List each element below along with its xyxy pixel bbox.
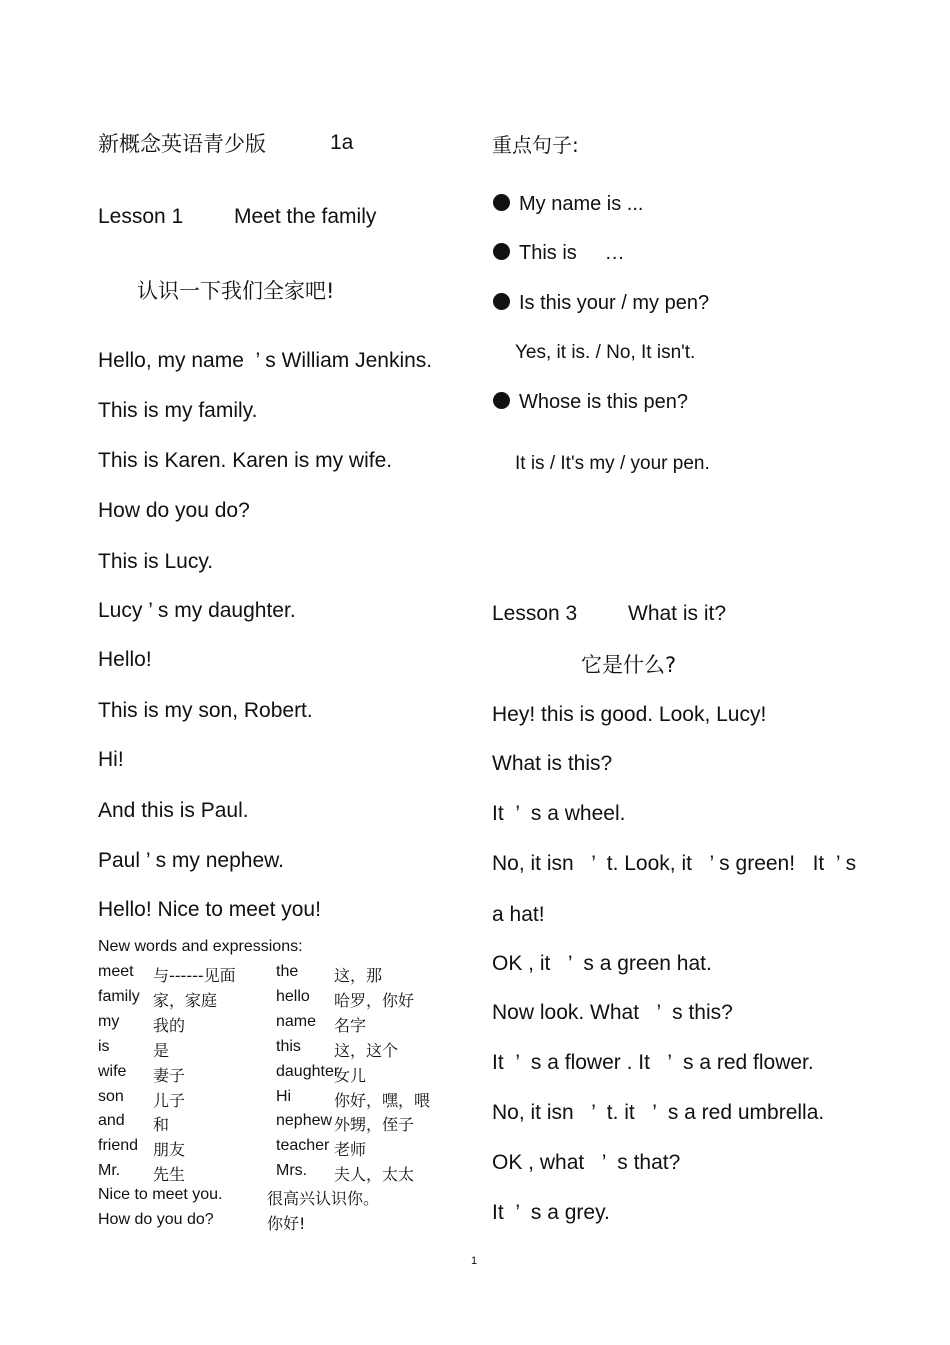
vocab-meaning: 夫人，太太	[334, 1165, 415, 1184]
phrase-english: How do you do?	[98, 1211, 214, 1228]
vocab-word: wife	[98, 1063, 127, 1080]
page-number: 1	[471, 1255, 478, 1267]
vocab-word: name	[276, 1013, 317, 1030]
lesson-1-label: Lesson 1	[98, 205, 184, 228]
vocab-word: friend	[98, 1137, 139, 1154]
bullet-icon	[493, 243, 510, 260]
vocab-meaning: 名字	[334, 1016, 367, 1035]
bullet-icon	[493, 194, 510, 211]
vocab-word: hello	[276, 988, 310, 1005]
vocab-word: my	[98, 1013, 120, 1030]
vocab-meaning: 和	[153, 1115, 170, 1134]
vocab-word: Hi	[276, 1088, 292, 1105]
vocab-word: teacher	[276, 1137, 330, 1154]
vocab-row	[98, 1137, 458, 1157]
lesson-3-title: What is it?	[628, 602, 727, 625]
vocab-meaning: 家，家庭	[153, 991, 218, 1010]
vocab-word: the	[276, 963, 299, 980]
vocab-meaning: 这，那	[334, 966, 383, 985]
phrase-english: Nice to meet you.	[98, 1186, 223, 1203]
vocab-word: Mr.	[98, 1162, 121, 1179]
phrase-chinese: 很高兴认识你。	[267, 1189, 380, 1208]
dialogue-line: This is Lucy.	[98, 550, 214, 573]
bullet-icon	[493, 293, 510, 310]
key-sentence	[493, 242, 625, 265]
key-sentence	[515, 453, 710, 475]
key-sentence	[515, 342, 695, 364]
dialogue-line: Now look. What ’ s this?	[492, 1001, 733, 1024]
vocab-row	[98, 1088, 458, 1108]
dialogue-line: This is my family.	[98, 399, 258, 422]
lesson-1-subtitle: 认识一下我们全家吧!	[137, 279, 335, 303]
vocab-meaning: 这，这个	[334, 1041, 399, 1060]
vocab-row	[98, 1038, 458, 1058]
key-sentence-text: Yes, it is. / No, It isn't.	[515, 342, 696, 363]
vocab-meaning: 女儿	[334, 1066, 367, 1085]
vocab-word: daughter	[276, 1063, 340, 1080]
dialogue-line: OK , what ’ s that?	[492, 1151, 681, 1174]
vocab-heading: New words and expressions:	[98, 938, 303, 955]
vocab-meaning: 是	[153, 1041, 170, 1060]
vocab-word: meet	[98, 963, 134, 980]
key-sentence-text: It is / It's my / your pen.	[515, 453, 710, 474]
vocab-meaning: 我的	[153, 1016, 186, 1035]
lesson-3-label: Lesson 3	[492, 602, 578, 625]
vocab-row	[98, 963, 458, 983]
vocab-meaning: 老师	[334, 1140, 367, 1159]
dialogue-line: No, it isn ’ t. Look, it ’ s green! It ’ s	[492, 852, 857, 875]
phrase-row	[98, 1186, 458, 1206]
vocab-meaning: 先生	[153, 1165, 186, 1184]
dialogue-line: What is this?	[492, 752, 613, 775]
dialogue-line: Hello! Nice to meet you!	[98, 898, 321, 921]
dialogue-line: a hat!	[492, 903, 545, 926]
vocab-row	[98, 988, 458, 1008]
key-sentence-text: This is …	[519, 242, 625, 264]
lesson-3-subtitle: 它是什么?	[581, 653, 677, 677]
book-title: 新概念英语青少版	[98, 132, 266, 156]
vocab-word: this	[276, 1038, 301, 1055]
phrase-chinese: 你好!	[267, 1214, 306, 1233]
vocab-meaning: 朋友	[153, 1140, 186, 1159]
vocab-row	[98, 1013, 458, 1033]
dialogue-line: Hi!	[98, 748, 124, 771]
dialogue-line: And this is Paul.	[98, 799, 249, 822]
vocab-row	[98, 1112, 458, 1132]
key-sentence	[493, 292, 709, 315]
key-sentence	[493, 193, 643, 216]
bullet-icon	[493, 392, 510, 409]
vocab-word: nephew	[276, 1112, 333, 1129]
vocab-meaning: 妻子	[153, 1066, 186, 1085]
vocab-meaning: 外甥，侄子	[334, 1115, 415, 1134]
dialogue-line: How do you do?	[98, 499, 250, 522]
dialogue-line: This is my son, Robert.	[98, 699, 313, 722]
dialogue-line: It ’ s a grey.	[492, 1201, 610, 1224]
dialogue-line: Paul ’ s my nephew.	[98, 849, 284, 872]
vocab-word: family	[98, 988, 140, 1005]
dialogue-line: No, it isn ’ t. it ’ s a red umbrella.	[492, 1101, 825, 1124]
book-level: 1a	[330, 131, 354, 154]
phrase-row	[98, 1211, 458, 1231]
dialogue-line: Hey! this is good. Look, Lucy!	[492, 703, 767, 726]
dialogue-line: Hello!	[98, 648, 152, 671]
vocab-row	[98, 1063, 458, 1083]
dialogue-line: Hello, my name ’ s William Jenkins.	[98, 349, 433, 372]
dialogue-line: It ’ s a flower . It ’ s a red flower.	[492, 1051, 814, 1074]
key-sentence-text: Is this your / my pen?	[519, 292, 710, 314]
key-sentence	[493, 391, 688, 414]
dialogue-line: Lucy ’ s my daughter.	[98, 599, 296, 622]
vocab-meaning: 哈罗，你好	[334, 991, 415, 1010]
key-sentences-heading: 重点句子:	[492, 133, 579, 157]
vocab-word: son	[98, 1088, 124, 1105]
vocab-word: and	[98, 1112, 125, 1129]
vocab-word: is	[98, 1038, 110, 1055]
vocab-meaning: 你好，嘿，喂	[334, 1091, 431, 1110]
vocab-meaning: 与------见面	[153, 966, 236, 985]
dialogue-line: OK , it ’ s a green hat.	[492, 952, 712, 975]
vocab-row	[98, 1162, 458, 1182]
vocab-word: Mrs.	[276, 1162, 308, 1179]
key-sentence-text: Whose is this pen?	[519, 391, 688, 413]
dialogue-line: This is Karen. Karen is my wife.	[98, 449, 393, 472]
key-sentence-text: My name is ...	[519, 193, 644, 215]
lesson-1-title: Meet the family	[234, 205, 377, 228]
dialogue-line: It ’ s a wheel.	[492, 802, 626, 825]
vocab-meaning: 儿子	[153, 1091, 186, 1110]
